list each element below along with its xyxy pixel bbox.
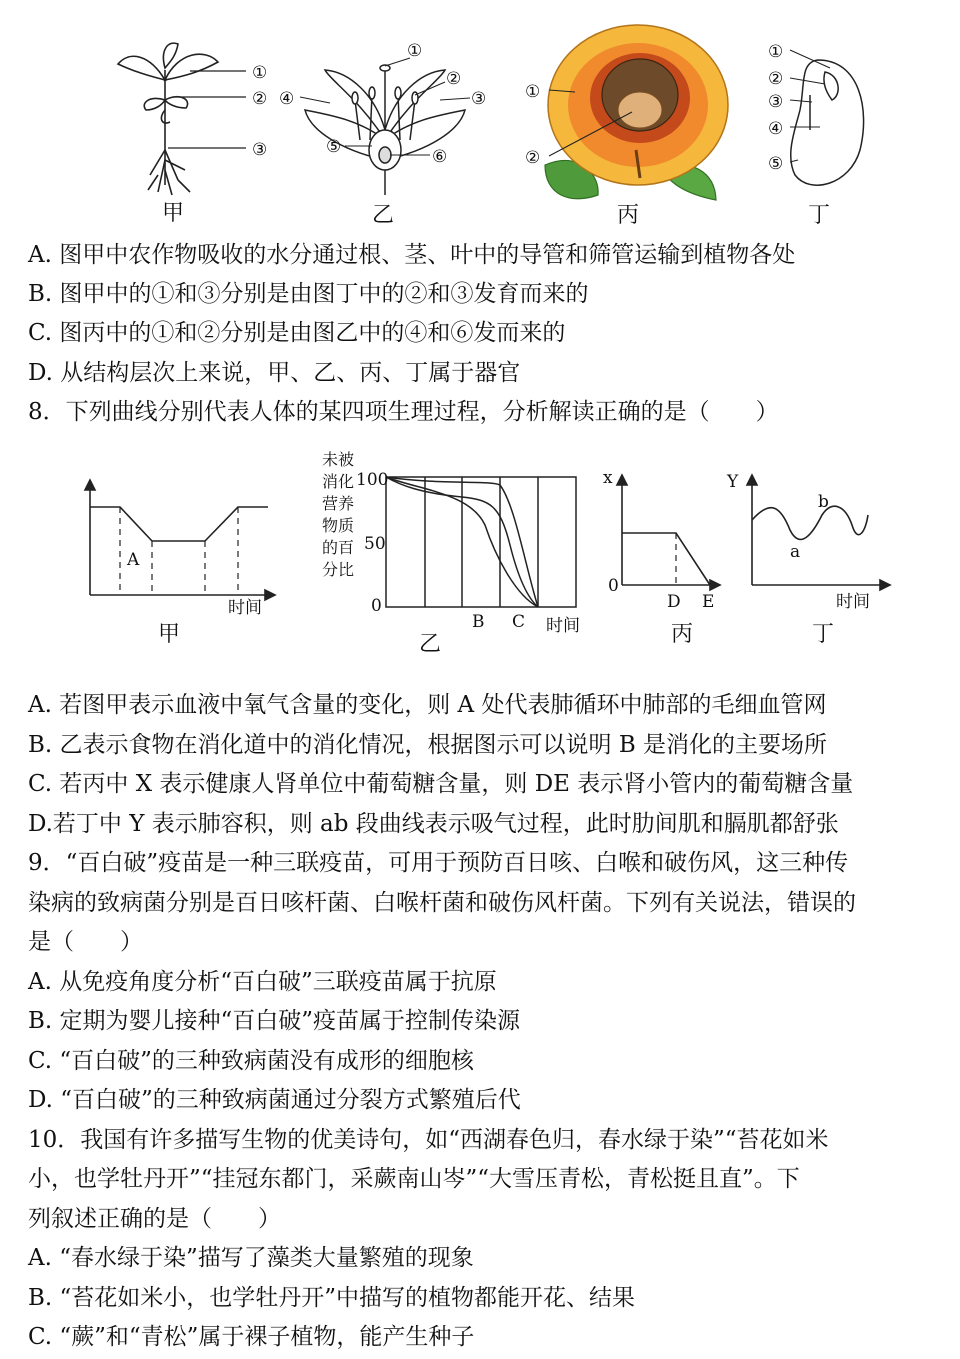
graph-yi bbox=[386, 477, 576, 607]
yi-graph-caption: 乙 bbox=[419, 632, 442, 657]
jia-xlabel: 时间 bbox=[228, 598, 262, 618]
yi-tick-100: 100 bbox=[356, 470, 389, 490]
q9-stem-line-1: 9．“百白破”疫苗是一种三联疫苗，可用于预防百日咳、白喉和破伤风，这三种传 bbox=[28, 850, 849, 876]
jia-point-a: A bbox=[127, 550, 140, 570]
bing-ylabel: x bbox=[603, 468, 613, 488]
ding-label-3: ③ bbox=[768, 92, 784, 112]
yi-tick-50: 50 bbox=[364, 534, 386, 554]
q9-option-a: A. 从免疫角度分析“百白破”三联疫苗属于抗原 bbox=[28, 969, 497, 995]
q9-stem-line-2: 染病的致病菌分别是百日咳杆菌、白喉杆菌和破伤风杆菌。下列有关说法，错误的 bbox=[28, 890, 856, 916]
q9-option-d: D. “百白破”的三种致病菌通过分裂方式繁殖后代 bbox=[28, 1087, 521, 1113]
q10-stem-line-1: 10．我国有许多描写生物的优美诗句，如“西湖春色归，春水绿于染”“苔花如米 bbox=[28, 1127, 829, 1153]
jia-graph-caption: 甲 bbox=[158, 622, 181, 647]
q10-option-a: A. “春水绿于染”描写了藻类大量繁殖的现象 bbox=[28, 1245, 474, 1271]
graph-bing bbox=[617, 475, 720, 590]
q7-figure-row bbox=[0, 0, 960, 236]
yi-tick-0: 0 bbox=[371, 596, 382, 616]
jia-label-2: ② bbox=[252, 89, 268, 109]
ding-label-2: ② bbox=[768, 69, 784, 89]
q8-stem: 8．下列曲线分别代表人体的某四项生理过程，分析解读正确的是（ ） bbox=[28, 399, 779, 425]
jia-label-1: ① bbox=[252, 63, 268, 83]
bing-graph-caption: 丙 bbox=[671, 622, 694, 647]
yi-xlabel: 时间 bbox=[546, 616, 580, 636]
ding-caption: 丁 bbox=[808, 203, 831, 228]
q7-option-d: D. 从结构层次上来说，甲、乙、丙、丁属于器官 bbox=[28, 360, 521, 386]
yi-label-5: ⑤ bbox=[326, 137, 342, 157]
yi-ylabel-3: 营养 bbox=[322, 494, 355, 513]
figure-jia-seedling bbox=[118, 43, 246, 195]
bing-zero: 0 bbox=[608, 576, 619, 596]
yi-label-3: ③ bbox=[471, 89, 487, 109]
q8-option-a: A. 若图甲表示血液中氧气含量的变化，则 A 处代表肺循环中肺部的毛细血管网 bbox=[28, 692, 827, 718]
yi-label-4: ④ bbox=[279, 89, 295, 109]
q7-option-c: C. 图丙中的①和②分别是由图乙中的④和⑥发而来的 bbox=[28, 320, 566, 346]
bing-point-d: D bbox=[667, 592, 681, 612]
q8-option-b: B. 乙表示食物在消化道中的消化情况，根据图示可以说明 B 是消化的主要场所 bbox=[28, 732, 828, 758]
ding-point-b: b bbox=[818, 492, 829, 512]
ding-label-4: ④ bbox=[768, 119, 784, 139]
yi-ylabel-4: 物质 bbox=[322, 516, 355, 535]
q10-option-b: B. “苔花如米小，也学牡丹开”中描写的植物都能开花、结果 bbox=[28, 1285, 636, 1311]
q8-graphs bbox=[0, 445, 960, 669]
yi-ylabel-5: 的百 bbox=[322, 538, 355, 557]
yi-section-b: B bbox=[472, 612, 485, 632]
q10-stem-line-2: 小，也学牡丹开”“挂冠东都门，采蕨南山岑”“大雪压青松，青松挺且直”。下 bbox=[28, 1166, 800, 1192]
q10-stem-line-3: 列叙述正确的是（ ） bbox=[28, 1206, 281, 1232]
yi-ylabel-1: 未被 bbox=[322, 450, 355, 469]
figure-bing-peach bbox=[545, 25, 728, 200]
q9-option-c: C. “百白破”的三种致病菌没有成形的细胞核 bbox=[28, 1048, 474, 1074]
yi-label-1: ① bbox=[407, 41, 423, 61]
ding-point-a: a bbox=[790, 542, 801, 562]
ding-label-1: ① bbox=[768, 42, 784, 62]
yi-caption: 乙 bbox=[372, 203, 395, 228]
ding-ylabel: Y bbox=[727, 472, 739, 492]
q8-option-c: C. 若丙中 X 表示健康人肾单位中葡萄糖含量，则 DE 表示肾小管内的葡萄糖含量 bbox=[28, 771, 854, 797]
yi-ylabel-2: 消化 bbox=[322, 472, 355, 491]
figure-ding-seed bbox=[790, 50, 864, 185]
q9-option-b: B. 定期为婴儿接种“百白破”疫苗属于控制传染源 bbox=[28, 1008, 521, 1034]
ding-graph-caption: 丁 bbox=[812, 622, 835, 647]
q9-stem-line-3: 是（ ） bbox=[28, 929, 143, 955]
jia-label-3: ③ bbox=[252, 140, 268, 160]
yi-ylabel-6: 分比 bbox=[322, 560, 355, 579]
q8-option-d: D.若丁中 Y 表示肺容积，则 ab 段曲线表示吸气过程，此时肋间肌和膈肌都舒张 bbox=[28, 811, 839, 837]
bing-caption: 丙 bbox=[617, 203, 640, 228]
ding-label-5: ⑤ bbox=[768, 154, 784, 174]
yi-label-2: ② bbox=[446, 69, 462, 89]
graph-jia bbox=[85, 480, 275, 600]
figure-yi-flower bbox=[300, 58, 470, 195]
ding-xlabel: 时间 bbox=[836, 592, 870, 612]
bing-label-2: ② bbox=[525, 148, 541, 168]
yi-section-c: C bbox=[512, 612, 526, 632]
yi-label-6: ⑥ bbox=[432, 147, 448, 167]
jia-caption: 甲 bbox=[162, 201, 185, 226]
q7-option-a: A. 图甲中农作物吸收的水分通过根、茎、叶中的导管和筛管运输到植物各处 bbox=[28, 242, 796, 268]
bing-label-1: ① bbox=[525, 82, 541, 102]
bing-point-e: E bbox=[702, 592, 715, 612]
q7-option-b: B. 图甲中的①和③分别是由图丁中的②和③发育而来的 bbox=[28, 281, 589, 307]
q10-option-c: C. “蕨”和“青松”属于裸子植物，能产生种子 bbox=[28, 1324, 475, 1350]
